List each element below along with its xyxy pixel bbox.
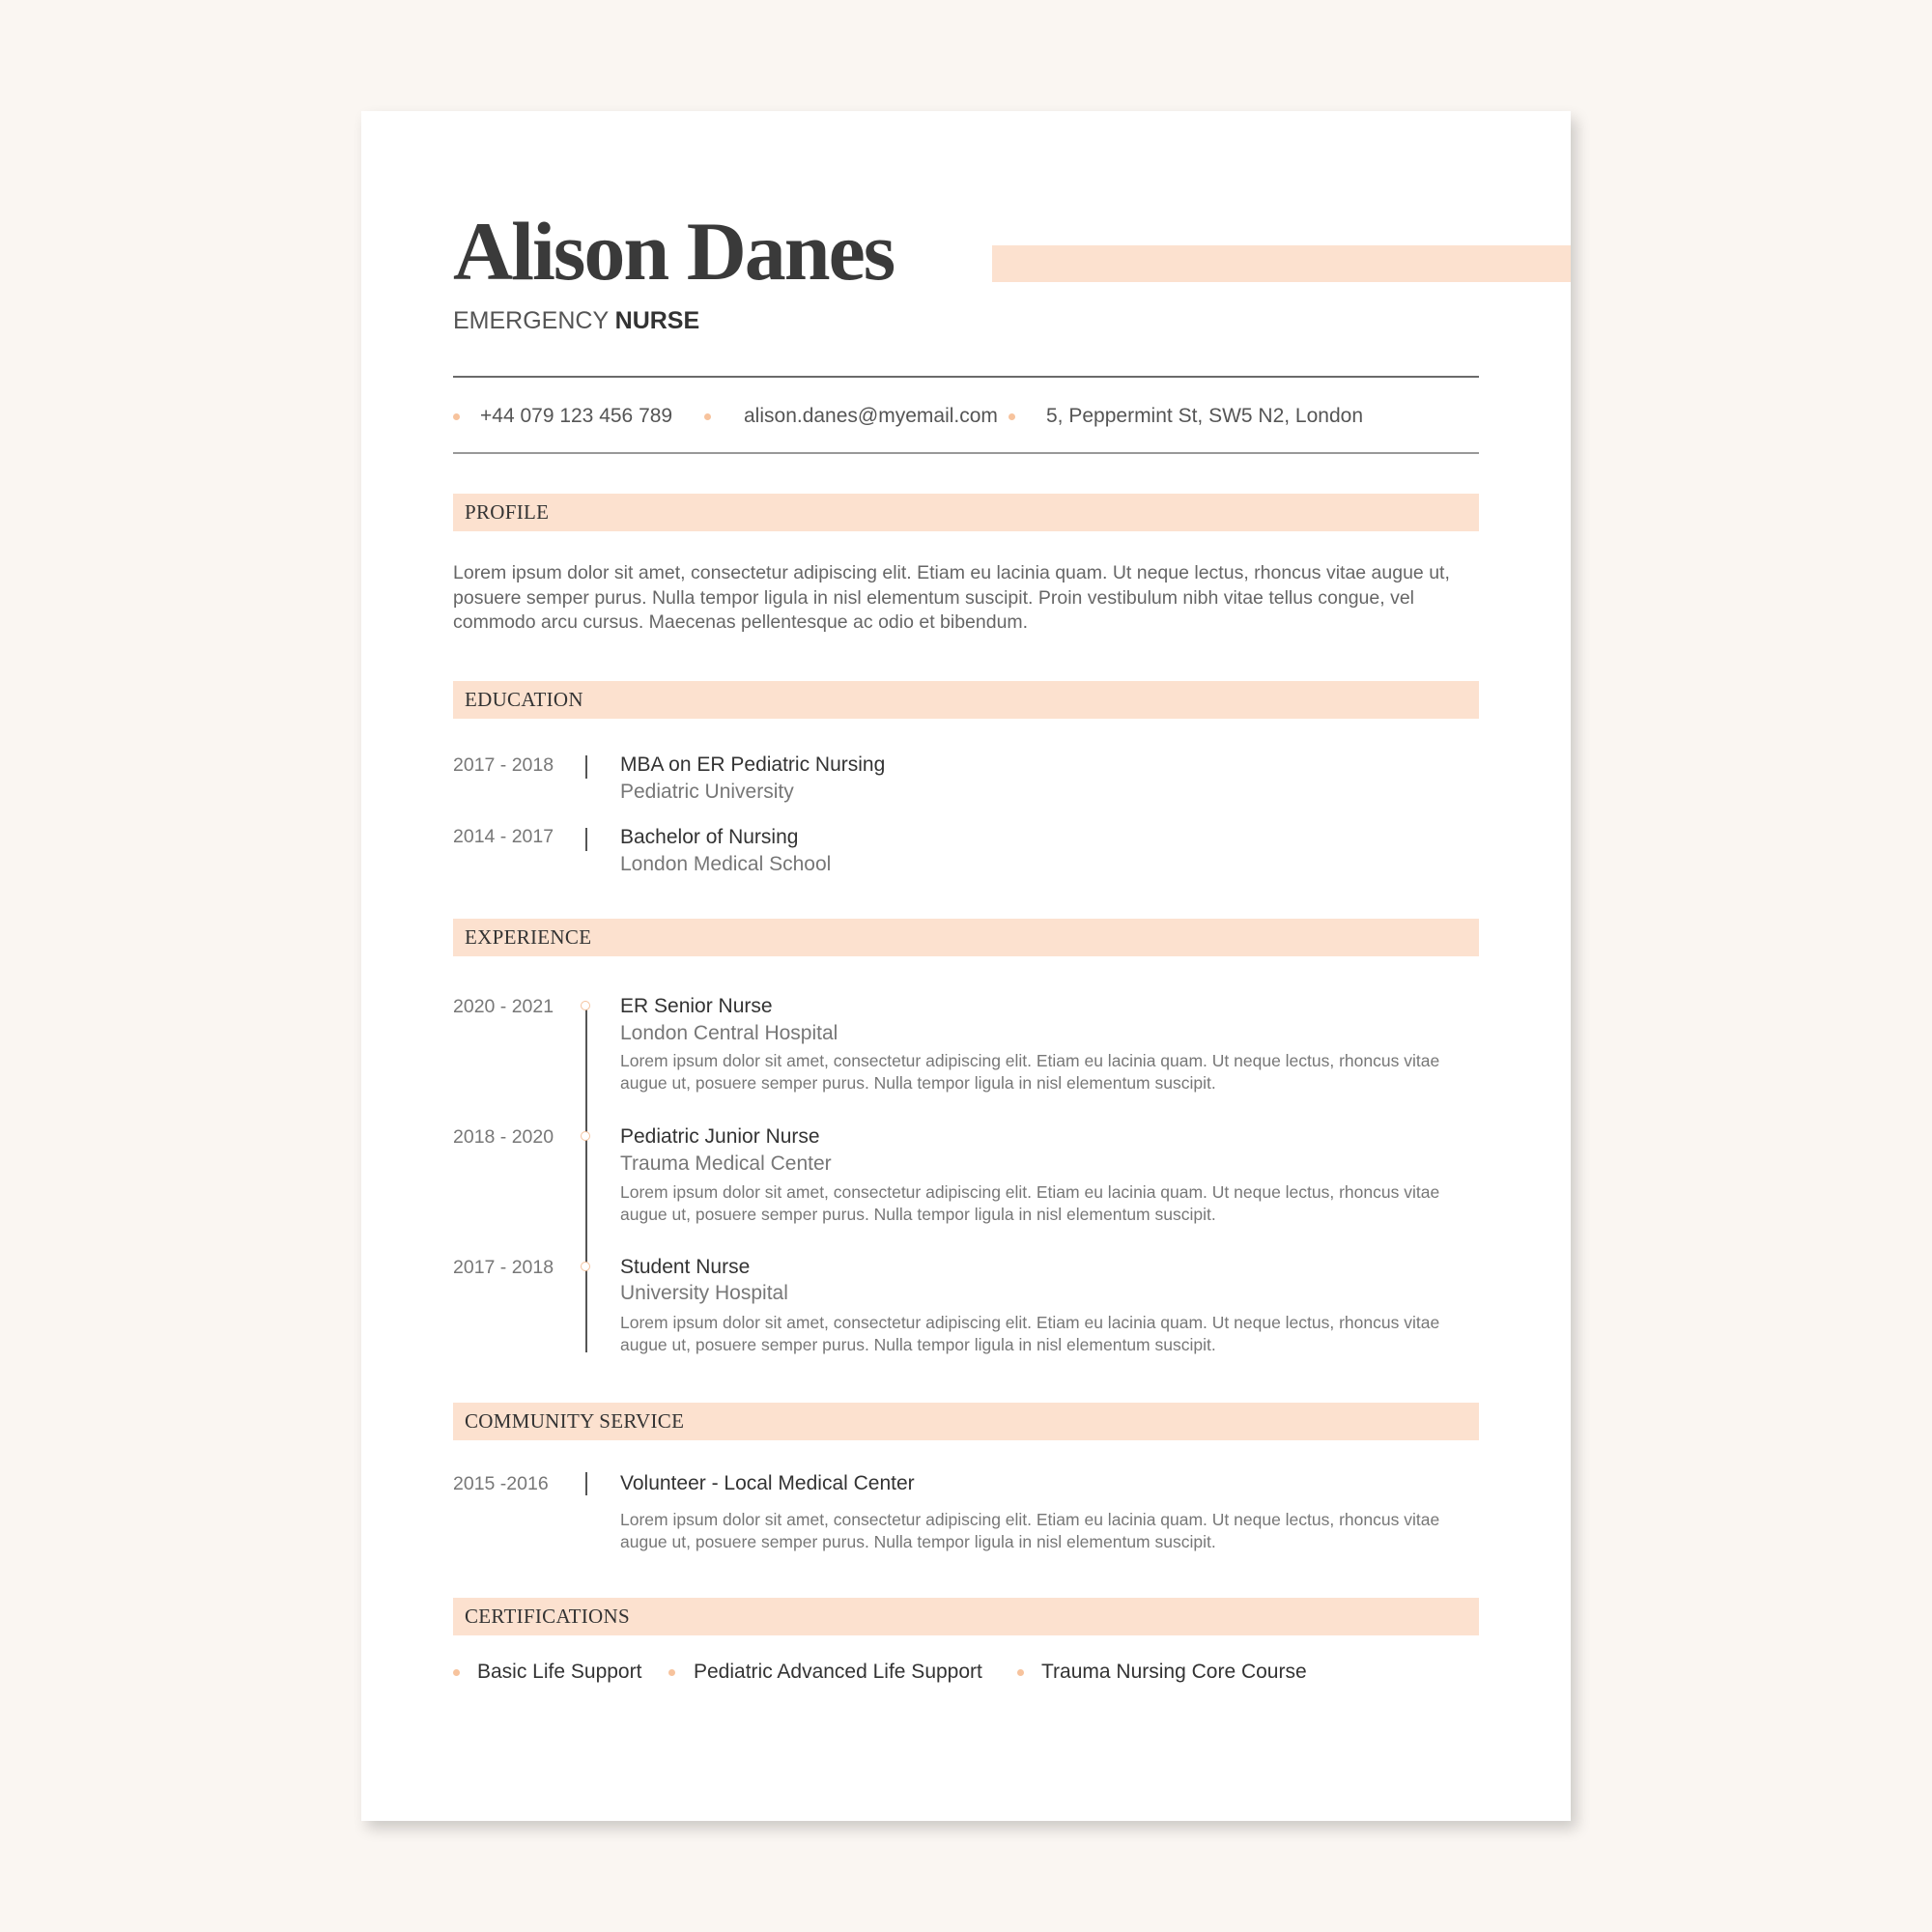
section-header-experience <box>453 919 1479 956</box>
section-title: EXPERIENCE <box>465 925 592 949</box>
education-dates: 2014 - 2017 <box>453 826 554 847</box>
education-school: London Medical School <box>620 853 832 875</box>
date-divider <box>585 1472 587 1495</box>
divider-top <box>453 376 1479 378</box>
date-divider <box>585 828 587 851</box>
experience-dates: 2020 - 2021 <box>453 996 554 1017</box>
timeline-node-icon <box>581 1262 590 1271</box>
community-dates: 2015 -2016 <box>453 1473 549 1494</box>
bullet-icon <box>453 413 460 420</box>
section-header-education <box>453 681 1479 719</box>
bullet-icon <box>1009 413 1015 420</box>
community-title: Volunteer - Local Medical Center <box>620 1472 915 1494</box>
name-accent-bar <box>992 245 1571 282</box>
experience-title: ER Senior Nurse <box>620 995 773 1017</box>
resume-page <box>361 111 1571 1821</box>
job-title-light: EMERGENCY <box>453 307 609 334</box>
education-title: MBA on ER Pediatric Nursing <box>620 753 886 776</box>
experience-description: Lorem ipsum dolor sit amet, consectetur adipiscing elit. Etiam eu lacinia quam. Ut neque lectus, rhoncus vitae augue ut, posuere semper purus. Nulla tempor ligula in nisl elementum suscipit. <box>620 1051 1440 1093</box>
education-title: Bachelor of Nursing <box>620 826 799 848</box>
timeline-node-icon <box>581 1131 590 1141</box>
education-dates: 2017 - 2018 <box>453 754 554 776</box>
certification-item: Trauma Nursing Core Course <box>1041 1661 1307 1683</box>
experience-place: London Central Hospital <box>620 1022 838 1044</box>
experience-dates: 2018 - 2020 <box>453 1126 554 1148</box>
section-title: PROFILE <box>465 500 550 524</box>
section-header-community <box>453 1403 1479 1440</box>
experience-title: Pediatric Junior Nurse <box>620 1125 820 1148</box>
experience-description: Lorem ipsum dolor sit amet, consectetur adipiscing elit. Etiam eu lacinia quam. Ut neque lectus, rhoncus vitae augue ut, posuere semper purus. Nulla tempor ligula in nisl elementum suscipit. <box>620 1313 1440 1354</box>
experience-description: Lorem ipsum dolor sit amet, consectetur adipiscing elit. Etiam eu lacinia quam. Ut neque lectus, rhoncus vitae augue ut, posuere semper purus. Nulla tempor ligula in nisl elementum suscipit. <box>620 1182 1440 1224</box>
experience-title: Student Nurse <box>620 1256 751 1278</box>
experience-dates: 2017 - 2018 <box>453 1257 554 1278</box>
section-title: COMMUNITY SERVICE <box>465 1409 685 1433</box>
job-title <box>453 306 699 335</box>
bullet-icon <box>704 413 711 420</box>
contact-phone: +44 079 123 456 789 <box>480 405 673 427</box>
candidate-name: Alison Danes <box>453 205 895 298</box>
bullet-icon <box>453 1669 460 1676</box>
certification-item: Basic Life Support <box>477 1661 642 1683</box>
certification-item: Pediatric Advanced Life Support <box>694 1661 982 1683</box>
section-title: EDUCATION <box>465 688 583 711</box>
section-title: CERTIFICATIONS <box>465 1605 630 1628</box>
divider-bottom <box>453 452 1479 454</box>
job-title-bold: NURSE <box>614 307 700 334</box>
bullet-icon <box>668 1669 675 1676</box>
date-divider <box>585 755 587 779</box>
profile-text: Lorem ipsum dolor sit amet, consectetur adipiscing elit. Etiam eu lacinia quam. Ut neque lectus, rhoncus vitae augue ut, posuere semper purus. Nulla tempor ligula in nisl elementum suscipit. Proin vestibulum nibh vitae tellus congue, vel commodo arcu cursus. Maecenas pellentesque ac odio et bibendum. <box>453 562 1450 633</box>
section-header-profile <box>453 494 1479 531</box>
experience-place: University Hospital <box>620 1282 788 1304</box>
timeline-node-icon <box>581 1001 590 1010</box>
experience-place: Trauma Medical Center <box>620 1152 832 1175</box>
education-school: Pediatric University <box>620 781 794 803</box>
community-description: Lorem ipsum dolor sit amet, consectetur adipiscing elit. Etiam eu lacinia quam. Ut neque lectus, rhoncus vitae augue ut, posuere semper purus. Nulla tempor ligula in nisl elementum suscipit. <box>620 1510 1440 1551</box>
contact-address: 5, Peppermint St, SW5 N2, London <box>1046 405 1364 427</box>
section-header-certifications <box>453 1598 1479 1635</box>
contact-email: alison.danes@myemail.com <box>744 405 998 427</box>
timeline-line <box>585 1007 587 1352</box>
bullet-icon <box>1017 1669 1024 1676</box>
